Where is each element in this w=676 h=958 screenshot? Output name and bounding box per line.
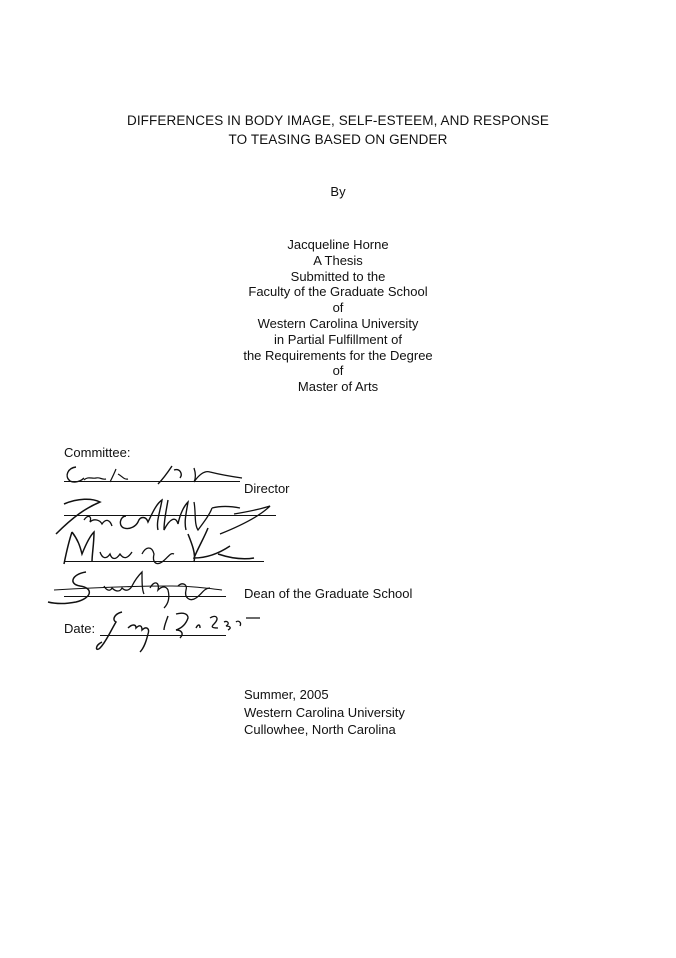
thesis-line: A Thesis (313, 252, 363, 268)
thesis-statement (0, 237, 676, 395)
by-label: By (330, 184, 346, 199)
thesis-title-line-1: DIFFERENCES IN BODY IMAGE, SELF-ESTEEM, AND RESPONSE (126, 113, 550, 128)
thesis-line: of (332, 300, 344, 316)
footer-location: Cullowhee, North Carolina (244, 722, 396, 737)
committee-label: Committee: (64, 445, 131, 460)
signature-date (92, 606, 262, 654)
thesis-line: Master of Arts (297, 379, 379, 395)
signature-director (62, 462, 242, 486)
thesis-line: in Partial Fulfillment of (274, 331, 402, 347)
thesis-line: Western Carolina University (257, 315, 419, 331)
footer-university: Western Carolina University (244, 704, 405, 720)
dean-role-label: Dean of the Graduate School (244, 586, 413, 601)
thesis-title-line-2: TO TEASING BASED ON GENDER (228, 132, 448, 147)
thesis-line: the Requirements for the Degree (243, 347, 433, 363)
signature-member-2 (58, 524, 268, 568)
thesis-line: Faculty of the Graduate School (248, 284, 428, 300)
thesis-line: Submitted to the (290, 268, 386, 284)
date-label: Date: (64, 621, 96, 636)
director-role-label: Director (244, 481, 290, 496)
author-name: Jacqueline Horne (287, 237, 389, 252)
thesis-line: of (332, 363, 344, 379)
footer-term: Summer, 2005 (244, 687, 329, 702)
signature-dean (46, 566, 236, 610)
footer-block (244, 686, 405, 739)
